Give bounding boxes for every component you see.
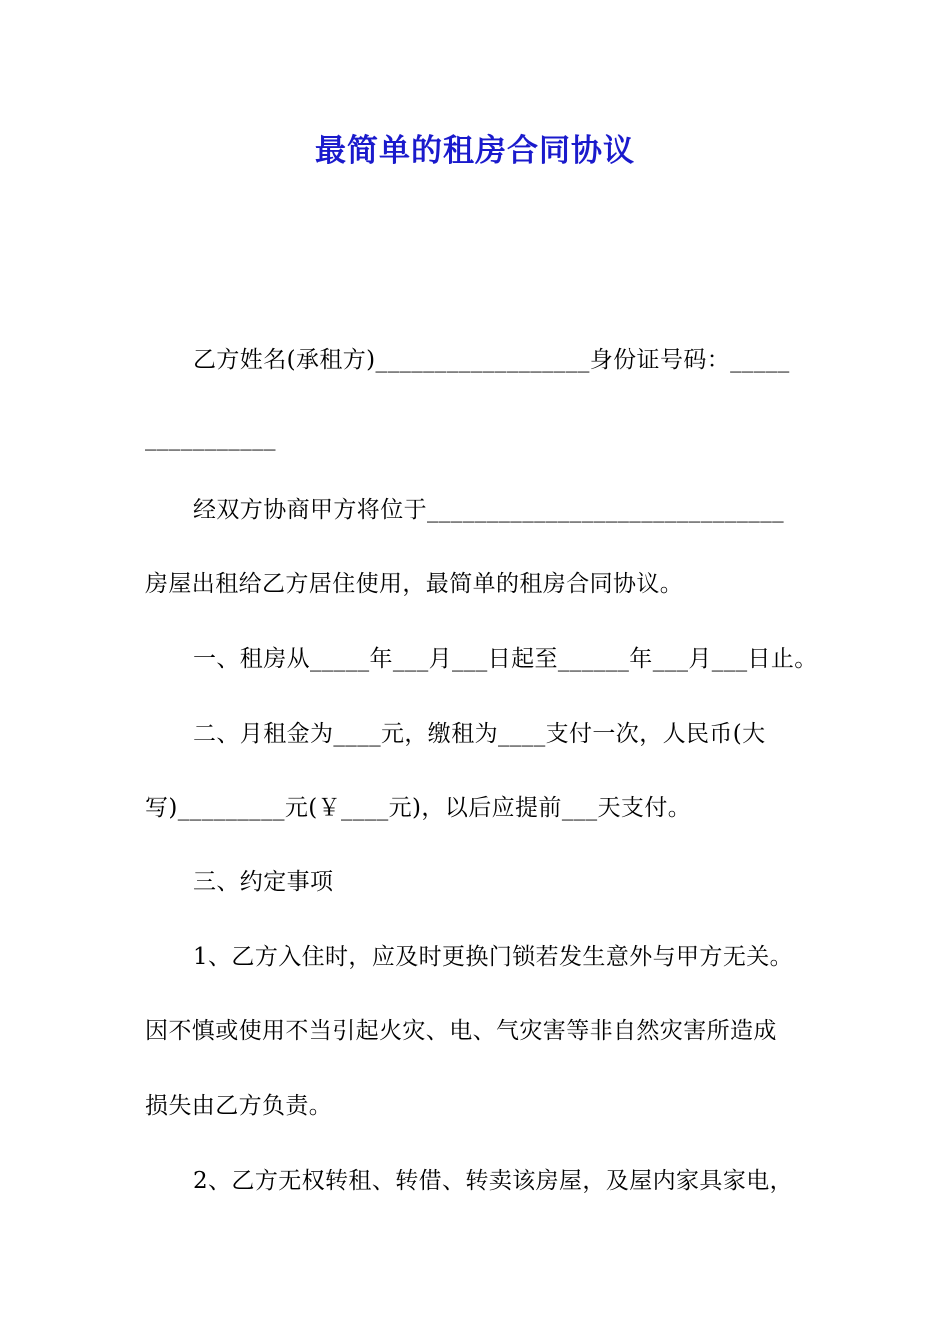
- clause-1-lease-term: 一、租房从_____年___月___日起至______年___月___日止。: [193, 646, 818, 672]
- clause-2-rent-continuation: 写)_________元(￥____元)，以后应提前___天支付。: [145, 795, 692, 821]
- item-2-no-sublet: 2、乙方无权转租、转借、转卖该房屋，及屋内家具家电，: [193, 1168, 794, 1194]
- item-1-lock-change: 1、乙方入住时，应及时更换门锁若发生意外与甲方无关。: [193, 944, 794, 970]
- property-location-line: 经双方协商甲方将位于______________________________: [193, 497, 784, 523]
- tenant-id-continuation-line: ___________: [145, 425, 276, 451]
- item-1-damage-liability: 因不慎或使用不当引起火灾、电、气灾害等非自然灾害所造成: [145, 1018, 777, 1044]
- item-1-continuation: 损失由乙方负责。: [145, 1093, 333, 1119]
- clause-3-heading: 三、约定事项: [193, 869, 334, 895]
- tenant-name-id-line: 乙方姓名(承租方)__________________身份证号码：_____: [193, 347, 790, 373]
- clause-2-rent-amount: 二、月租金为____元，缴租为____支付一次，人民币(大: [193, 721, 766, 747]
- property-purpose-line: 房屋出租给乙方居住使用，最简单的租房合同协议。: [145, 571, 684, 597]
- document-title: 最简单的租房合同协议: [315, 133, 635, 169]
